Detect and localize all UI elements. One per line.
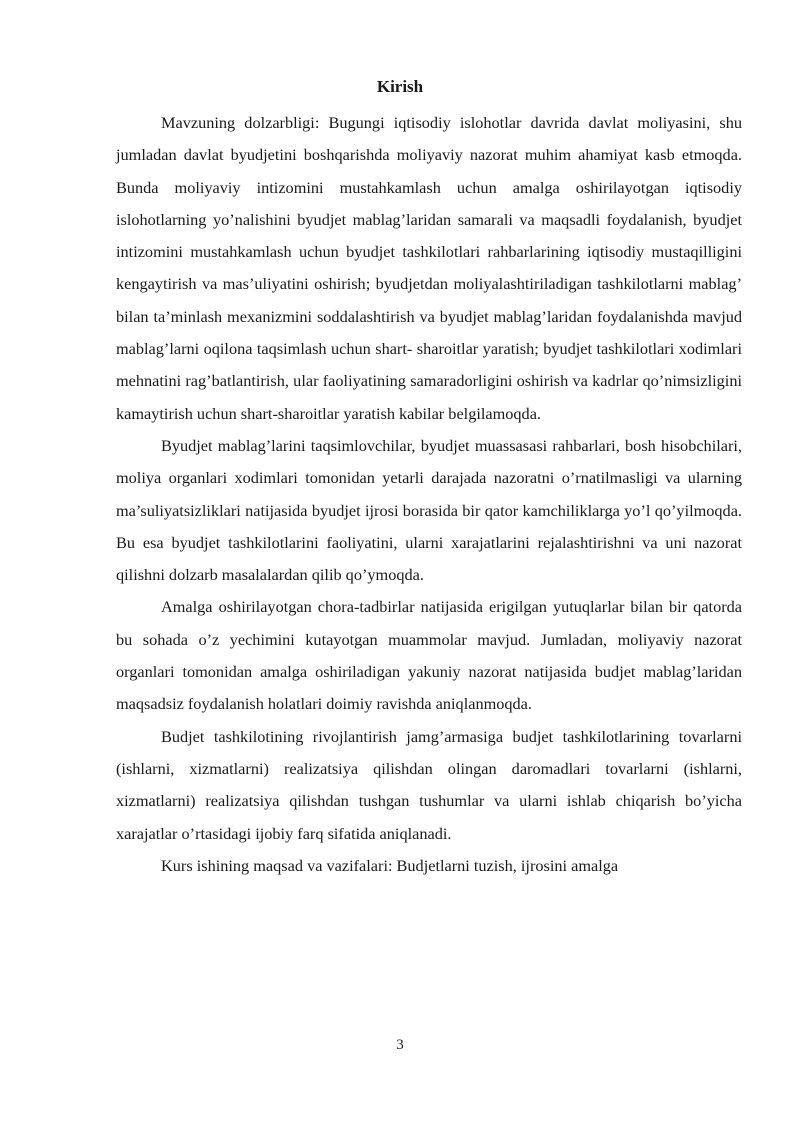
- body-text: [116, 107, 742, 882]
- paragraph-relevance: Mavzuning dolzarbligi: Bugungi iqtisodiy islohotlar davrida davlat moliyasini, shu jumladan davlat byudjetini boshqarishda moliyaviy nazorat muhim ahamiyat kasb etmoqda. Bunda moliyaviy intizomini mustahkamlash uchun amalga oshirilayotgan iqtisodiy islohotlarning yo’nalishini byudjet mablag’laridan samarali va maqsadli foydalanish, byudjet intizomini mustahkamlash uchun byudjet tashkilotlari rahbarlarining iqtisodiy mustaqilligini kengaytirish va mas’uliyatini oshirish; byudjetdan moliyalashtiriladigan tashkilotlarni mablag’ bilan ta’minlash mexanizmini soddalashtirish va byudjet mablag’laridan foydalanishda mavjud mablag’larni oqilona taqsimlash uchun shart- sharoitlar yaratish; byudjet tashkilotlari xodimlari mehnatini rag’batlantirish, ular faoliyatining samaradorligini oshirish va kadrlar qo’nimsizligini kamaytirish uchun shart-sharoitlar yaratish kabilar belgilamoqda.: [116, 113, 742, 423]
- page-number: 3: [396, 1037, 404, 1053]
- paragraph-goals: Kurs ishining maqsad va vazifalari: Budjetlarni tuzish, ijrosini amalga: [161, 855, 619, 875]
- section-title: Kirish: [376, 77, 424, 96]
- paragraph-budget-allocators: Byudjet mablag’larini taqsimlovchilar, byudjet muassasasi rahbarlari, bosh hisobchilari, moliya organlari xodimlari tomonidan yetarli darajada nazoratni o’rnatilmasligi va ularning ma’suliyatsizliklari natijasida byudjet ijrosi borasida bir qator kamchiliklarga yo’l qo’yilmoqda. Bu esa byudjet tashkilotlarini faoliyatini, ularni xarajatlarini rejalashtirishni va uni nazorat qilishni dolzarb masalalardan qilib qo’ymoqda.: [116, 435, 742, 585]
- paragraph-measures: Amalga oshirilayotgan chora-tadbirlar natijasida erigilgan yutuqlarlar bilan bir qatorda bu sohada o’z yechimini kutayotgan muammolar mavjud. Jumladan, moliyaviy nazorat organlari tomonidan amalga oshiriladigan yakuniy nazorat natijasida budjet mablag’laridan maqsadsiz foydalanish holatlari doimiy ravishda aniqlanmoqda.: [116, 597, 742, 714]
- paragraph-development-fund: Budjet tashkilotining rivojlantirish jamg’armasiga budjet tashkilotlarining tovarlarni (ishlarni, xizmatlarni) realizatsiya qilishdan olingan daromadlari tovarlarni (ishlarni, xizmatlarni) realizatsiya qilishdan tushgan tushumlar va ularni ishlab chiqarish bo’yicha xarajatlar o’rtasidagi ijobiy farq sifatida aniqlanadi.: [116, 726, 742, 843]
